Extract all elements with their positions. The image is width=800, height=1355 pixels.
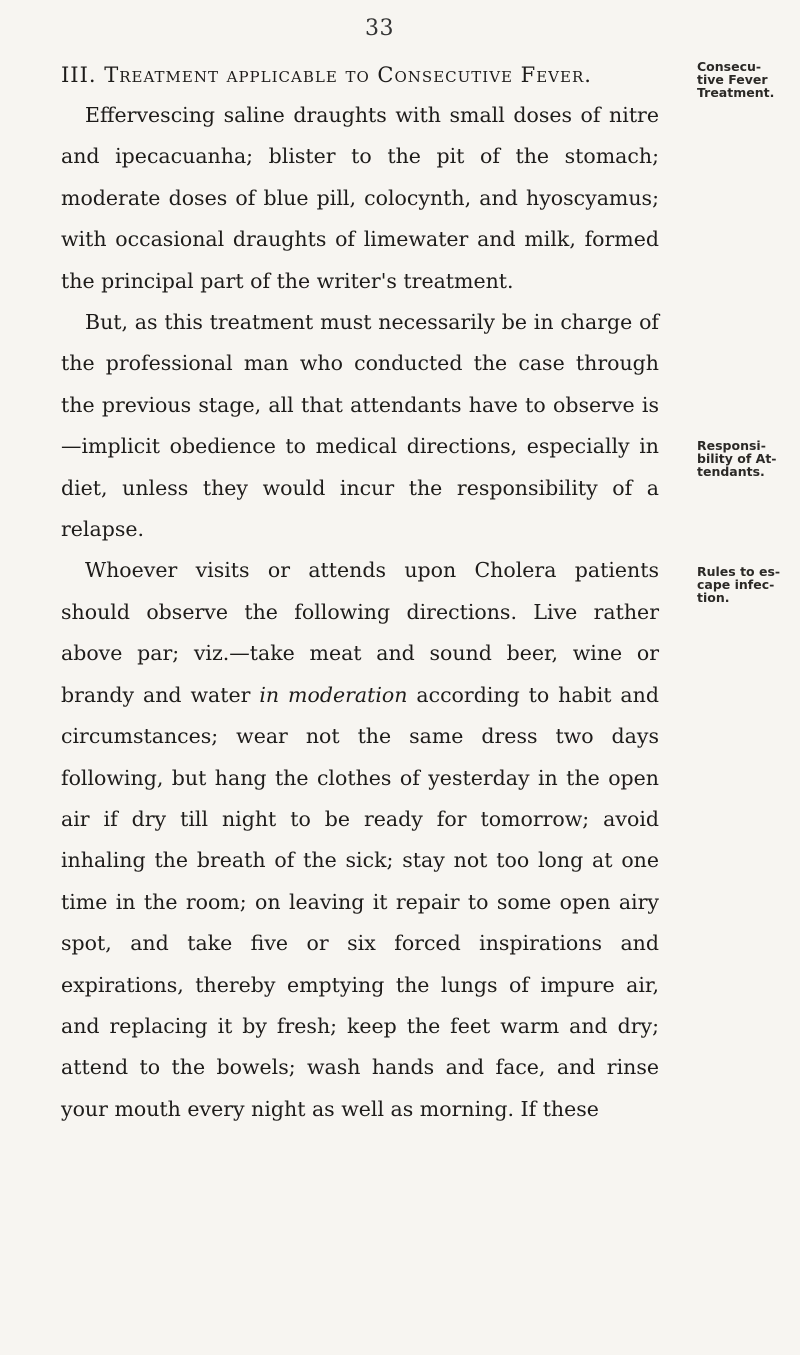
margin-note-line: tendants. (697, 464, 765, 479)
margin-note-line: Consecu- (697, 59, 762, 74)
paragraph-treatment: Effervescing saline draughts with small doses of nitre and ipecacuanha; blister to the pit of the stomach; moderate doses of blue pill, colocynth, and hyoscyamus; with occasional draughts of limewater and milk, formed the principal part of the writer's treatment. (61, 103, 659, 293)
page-body (61, 55, 659, 1130)
margin-note-line: bility of At- (697, 451, 777, 466)
paragraph-rules (61, 550, 659, 1130)
rules-text-after: according to habit and circumstances; wear not the same dress two days following, but hang the clothes of yesterday in the open air if dry till night to be ready for tomorrow; avoid inhaling the breath of the sick; stay not too long at one time in the room; on leaving it repair to some open airy spot, and take five or six forced inspirations and expirations, thereby emptying the lungs of impure air, and replacing it by fresh; keep the feet warm and dry; attend to the bowels; wash hands and face, and rinse your mouth every night as well as morning. If these (61, 682, 659, 1121)
rules-text-before: Whoever visits or attends upon Cholera patients should observe the following directions. Live rather above par; viz.—take meat and sound beer, wine or brandy and water (61, 558, 659, 707)
margin-note-line: Responsi- (697, 438, 766, 453)
margin-note-responsibility-of-attendants (697, 439, 800, 478)
rules-emphasis: in moderation (259, 682, 408, 707)
margin-note-rules-to-escape-infection (697, 565, 800, 604)
page-number: 33 (365, 16, 394, 41)
margin-note-line: cape infec- (697, 577, 775, 592)
section-numeral: III. (61, 63, 97, 87)
section-heading (61, 55, 659, 95)
section-title: Treatment applicable to Consecutive Fever. (104, 63, 592, 87)
paragraph-attendants: But, as this treatment must necessarily be in charge of the professional man who conducted the case through the previous stage, all that attendants have to observe is—implicit obedience to medical directions, especially in diet, unless they would incur the responsibility of a relapse. (61, 310, 659, 542)
margin-note-line: Rules to es- (697, 564, 781, 579)
margin-note-line: Treatment. (697, 85, 775, 100)
margin-note-line: tive Fever (697, 72, 768, 87)
margin-note-consecutive-fever-treatment (697, 60, 800, 99)
margin-note-line: tion. (697, 590, 730, 605)
